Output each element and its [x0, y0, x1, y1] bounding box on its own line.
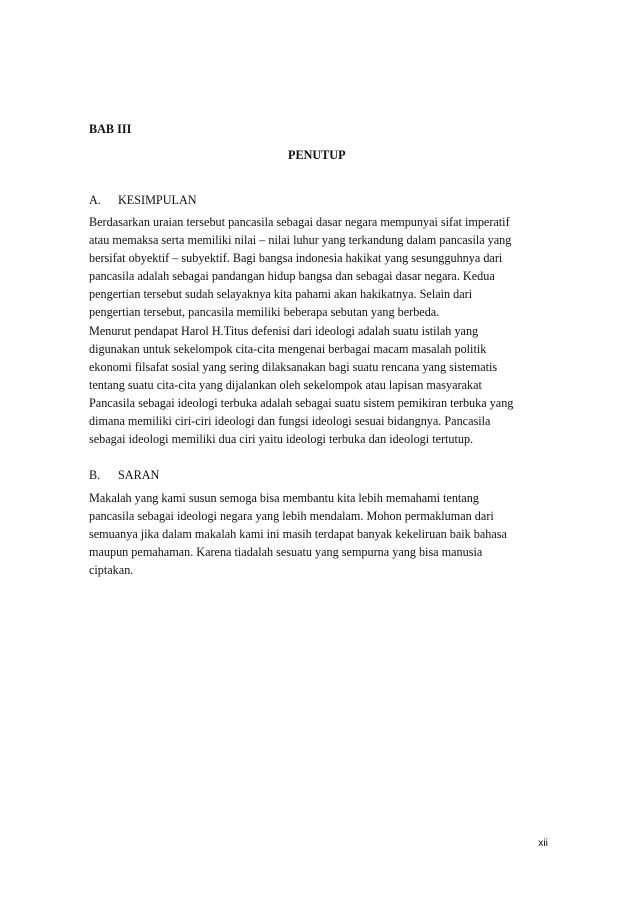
chapter-title: PENUTUP: [288, 148, 346, 162]
paragraph-line: Menurut pendapat Harol H.Titus defenisi dari ideologi adalah suatu istilah yang: [89, 324, 479, 338]
section-b-letter: B.: [89, 468, 101, 482]
paragraph-line: Berdasarkan uraian tersebut pancasila sebagai dasar negara mempunyai sifat imperatif: [89, 215, 510, 229]
section-a-title: KESIMPULAN: [118, 193, 197, 207]
section-b-heading: [89, 466, 159, 484]
section-b-title: SARAN: [118, 468, 160, 482]
paragraph-line: Pancasila sebagai ideologi terbuka adalah sebagai suatu sistem pemikiran terbuka yang: [89, 396, 514, 410]
paragraph-line: tentang suatu cita-cita yang dijalankan oleh sekelompok atau lapisan masyarakat: [89, 378, 482, 392]
page-number: xii: [538, 837, 548, 849]
section-a-letter: A.: [89, 193, 101, 207]
paragraph-line: bersifat obyektif – subyektif. Bagi bangsa indonesia hakikat yang sesungguhnya dari: [89, 251, 503, 265]
paragraph-line: pengertian tersebut, pancasila memiliki beberapa sebutan yang berbeda.: [89, 305, 440, 319]
chapter-label: BAB III: [89, 122, 132, 136]
paragraph-line: ekonomi filsafat sosial yang sering dilaksanakan bagi suatu rencana yang sistematis: [89, 360, 498, 374]
paragraph-line: pancasila adalah sebagai pandangan hidup bangsa dan sebagai dasar negara. Kedua: [89, 269, 495, 283]
paragraph-line: digunakan untuk sekelompok cita-cita mengenai berbagai macam masalah politik: [89, 342, 487, 356]
saran-paragraph-1: [89, 489, 559, 579]
kesimpulan-paragraph-1: [89, 213, 559, 321]
paragraph-line: dimana memiliki ciri-ciri ideologi dan fungsi ideologi sesuai bidangnya. Pancasila: [89, 414, 491, 428]
paragraph-line: pancasila sebagai ideologi negara yang lebih mendalam. Mohon permakluman dari: [89, 509, 494, 523]
paragraph-line: maupun pemahaman. Karena tiadalah sesuatu yang sempurna yang bisa manusia: [89, 545, 483, 559]
kesimpulan-paragraph-2: [89, 322, 559, 448]
paragraph-line: pengertian tersebut sudah selayaknya kita pahami akan hakikatnya. Selain dari: [89, 287, 473, 301]
paragraph-line: sebagai ideologi memiliki dua ciri yaitu ideologi terbuka dan ideologi tertutup.: [89, 432, 474, 446]
paragraph-line: atau memaksa serta memiliki nilai – nilai luhur yang terkandung dalam pancasila yang: [89, 233, 512, 247]
paragraph-line: ciptakan.: [89, 563, 134, 577]
paragraph-line: semuanya jika dalam makalah kami ini masih terdapat banyak kekeliruan baik bahasa: [89, 527, 507, 541]
section-a-heading: [89, 191, 197, 209]
paragraph-line: Makalah yang kami susun semoga bisa membantu kita lebih memahami tentang: [89, 491, 479, 505]
